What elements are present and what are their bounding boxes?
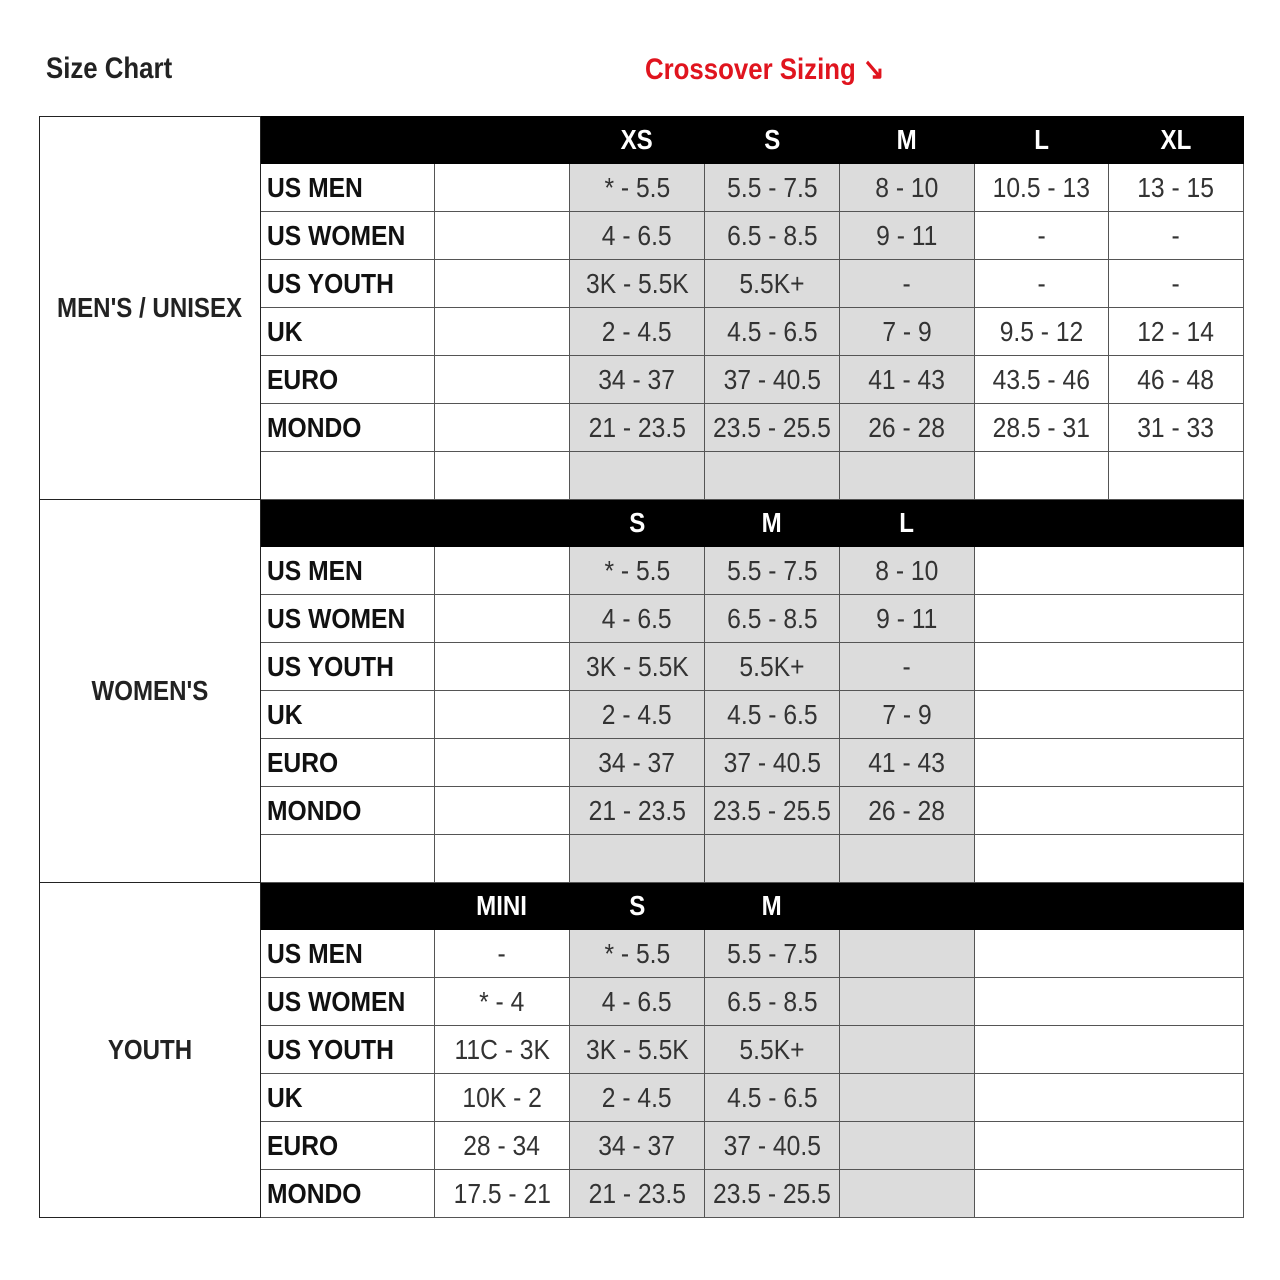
table-cell: 23.5 - 25.5 [705, 404, 840, 452]
row-label: MONDO [261, 787, 435, 835]
row-label: UK [261, 691, 435, 739]
table-cell: 4 - 6.5 [570, 595, 705, 643]
table-cell: 41 - 43 [840, 739, 975, 787]
youth-header-s: S [570, 883, 705, 930]
mens-header-m: M [840, 117, 975, 164]
table-cell: 6.5 - 8.5 [705, 978, 840, 1026]
row-label: US WOMEN [261, 978, 435, 1026]
table-cell: 9.5 - 12 [975, 308, 1109, 356]
crossover-sizing-label: Crossover Sizing ↘ [645, 53, 885, 86]
womens-header-row [40, 500, 1244, 547]
mens-header-l: L [975, 117, 1109, 164]
table-cell: 13 - 15 [1109, 164, 1244, 212]
table-cell: 6.5 - 8.5 [705, 595, 840, 643]
table-cell: 46 - 48 [1109, 356, 1244, 404]
table-cell: 11C - 3K [435, 1026, 570, 1074]
table-cell: 28.5 - 31 [975, 404, 1109, 452]
table-cell: 5.5 - 7.5 [705, 930, 840, 978]
table-cell: 4.5 - 6.5 [705, 308, 840, 356]
table-cell: 9 - 11 [840, 212, 975, 260]
table-cell: 37 - 40.5 [705, 356, 840, 404]
table-cell: 21 - 23.5 [570, 404, 705, 452]
mens-header-s: S [705, 117, 840, 164]
row-label: US MEN [261, 547, 435, 595]
table-cell: 37 - 40.5 [705, 739, 840, 787]
table-cell: 37 - 40.5 [705, 1122, 840, 1170]
row-label: EURO [261, 1122, 435, 1170]
table-cell: 12 - 14 [1109, 308, 1244, 356]
row-label: UK [261, 308, 435, 356]
mens-header-xl: XL [1109, 117, 1244, 164]
row-label: US WOMEN [261, 595, 435, 643]
table-cell: * - 5.5 [570, 930, 705, 978]
mens-header-row [40, 117, 1244, 164]
table-cell: - [840, 643, 975, 691]
table-cell: 7 - 9 [840, 308, 975, 356]
table-cell: - [840, 260, 975, 308]
row-label: EURO [261, 739, 435, 787]
table-cell: 21 - 23.5 [570, 787, 705, 835]
table-cell: 2 - 4.5 [570, 691, 705, 739]
row-label: US YOUTH [261, 1026, 435, 1074]
table-cell: 2 - 4.5 [570, 1074, 705, 1122]
table-cell: 5.5 - 7.5 [705, 164, 840, 212]
row-label: EURO [261, 356, 435, 404]
table-cell: 4 - 6.5 [570, 212, 705, 260]
table-cell: 21 - 23.5 [570, 1170, 705, 1218]
row-label: MONDO [261, 404, 435, 452]
womens-header-m: M [705, 500, 840, 547]
table-cell: 26 - 28 [840, 787, 975, 835]
table-cell: 28 - 34 [435, 1122, 570, 1170]
page-title: Size Chart [46, 52, 173, 85]
group-label-mens: MEN'S / UNISEX [40, 117, 261, 500]
table-cell: 9 - 11 [840, 595, 975, 643]
table-cell: 17.5 - 21 [435, 1170, 570, 1218]
table-cell: 10K - 2 [435, 1074, 570, 1122]
table-cell: 5.5K+ [705, 643, 840, 691]
table-cell: * - 4 [435, 978, 570, 1026]
table-cell: * - 5.5 [570, 164, 705, 212]
table-cell: 34 - 37 [570, 739, 705, 787]
mens-header-xs: XS [570, 117, 705, 164]
table-cell: - [1109, 212, 1244, 260]
table-cell: 2 - 4.5 [570, 308, 705, 356]
row-label: US MEN [261, 164, 435, 212]
table-cell: 6.5 - 8.5 [705, 212, 840, 260]
group-label-womens: WOMEN'S [40, 500, 261, 883]
table-cell: - [435, 930, 570, 978]
row-label: MONDO [261, 1170, 435, 1218]
youth-header-mini: MINI [435, 883, 570, 930]
youth-header-row [40, 883, 1244, 930]
table-cell: 23.5 - 25.5 [705, 1170, 840, 1218]
table-cell: - [1109, 260, 1244, 308]
row-label: UK [261, 1074, 435, 1122]
table-cell: 3K - 5.5K [570, 643, 705, 691]
row-label: US YOUTH [261, 260, 435, 308]
table-cell: - [975, 260, 1109, 308]
womens-header-s: S [570, 500, 705, 547]
table-cell: 43.5 - 46 [975, 356, 1109, 404]
table-cell: 34 - 37 [570, 356, 705, 404]
table-cell: 3K - 5.5K [570, 260, 705, 308]
table-cell: 4 - 6.5 [570, 978, 705, 1026]
table-cell: 26 - 28 [840, 404, 975, 452]
table-cell: 23.5 - 25.5 [705, 787, 840, 835]
womens-header-l: L [840, 500, 975, 547]
table-cell: 8 - 10 [840, 164, 975, 212]
table-cell: 5.5K+ [705, 260, 840, 308]
table-cell: 8 - 10 [840, 547, 975, 595]
size-chart-table [39, 116, 1244, 1218]
group-label-youth: YOUTH [40, 883, 261, 1218]
table-cell: * - 5.5 [570, 547, 705, 595]
table-cell: 34 - 37 [570, 1122, 705, 1170]
table-cell: - [975, 212, 1109, 260]
row-label: US MEN [261, 930, 435, 978]
row-label: US YOUTH [261, 643, 435, 691]
row-label: US WOMEN [261, 212, 435, 260]
table-cell: 31 - 33 [1109, 404, 1244, 452]
table-cell: 3K - 5.5K [570, 1026, 705, 1074]
mens-header-mini [435, 117, 570, 164]
table-cell: 10.5 - 13 [975, 164, 1109, 212]
table-cell: 4.5 - 6.5 [705, 1074, 840, 1122]
table-cell: 5.5K+ [705, 1026, 840, 1074]
youth-header-m: M [705, 883, 840, 930]
table-cell: 41 - 43 [840, 356, 975, 404]
table-cell: 7 - 9 [840, 691, 975, 739]
table-cell: 4.5 - 6.5 [705, 691, 840, 739]
table-cell: 5.5 - 7.5 [705, 547, 840, 595]
